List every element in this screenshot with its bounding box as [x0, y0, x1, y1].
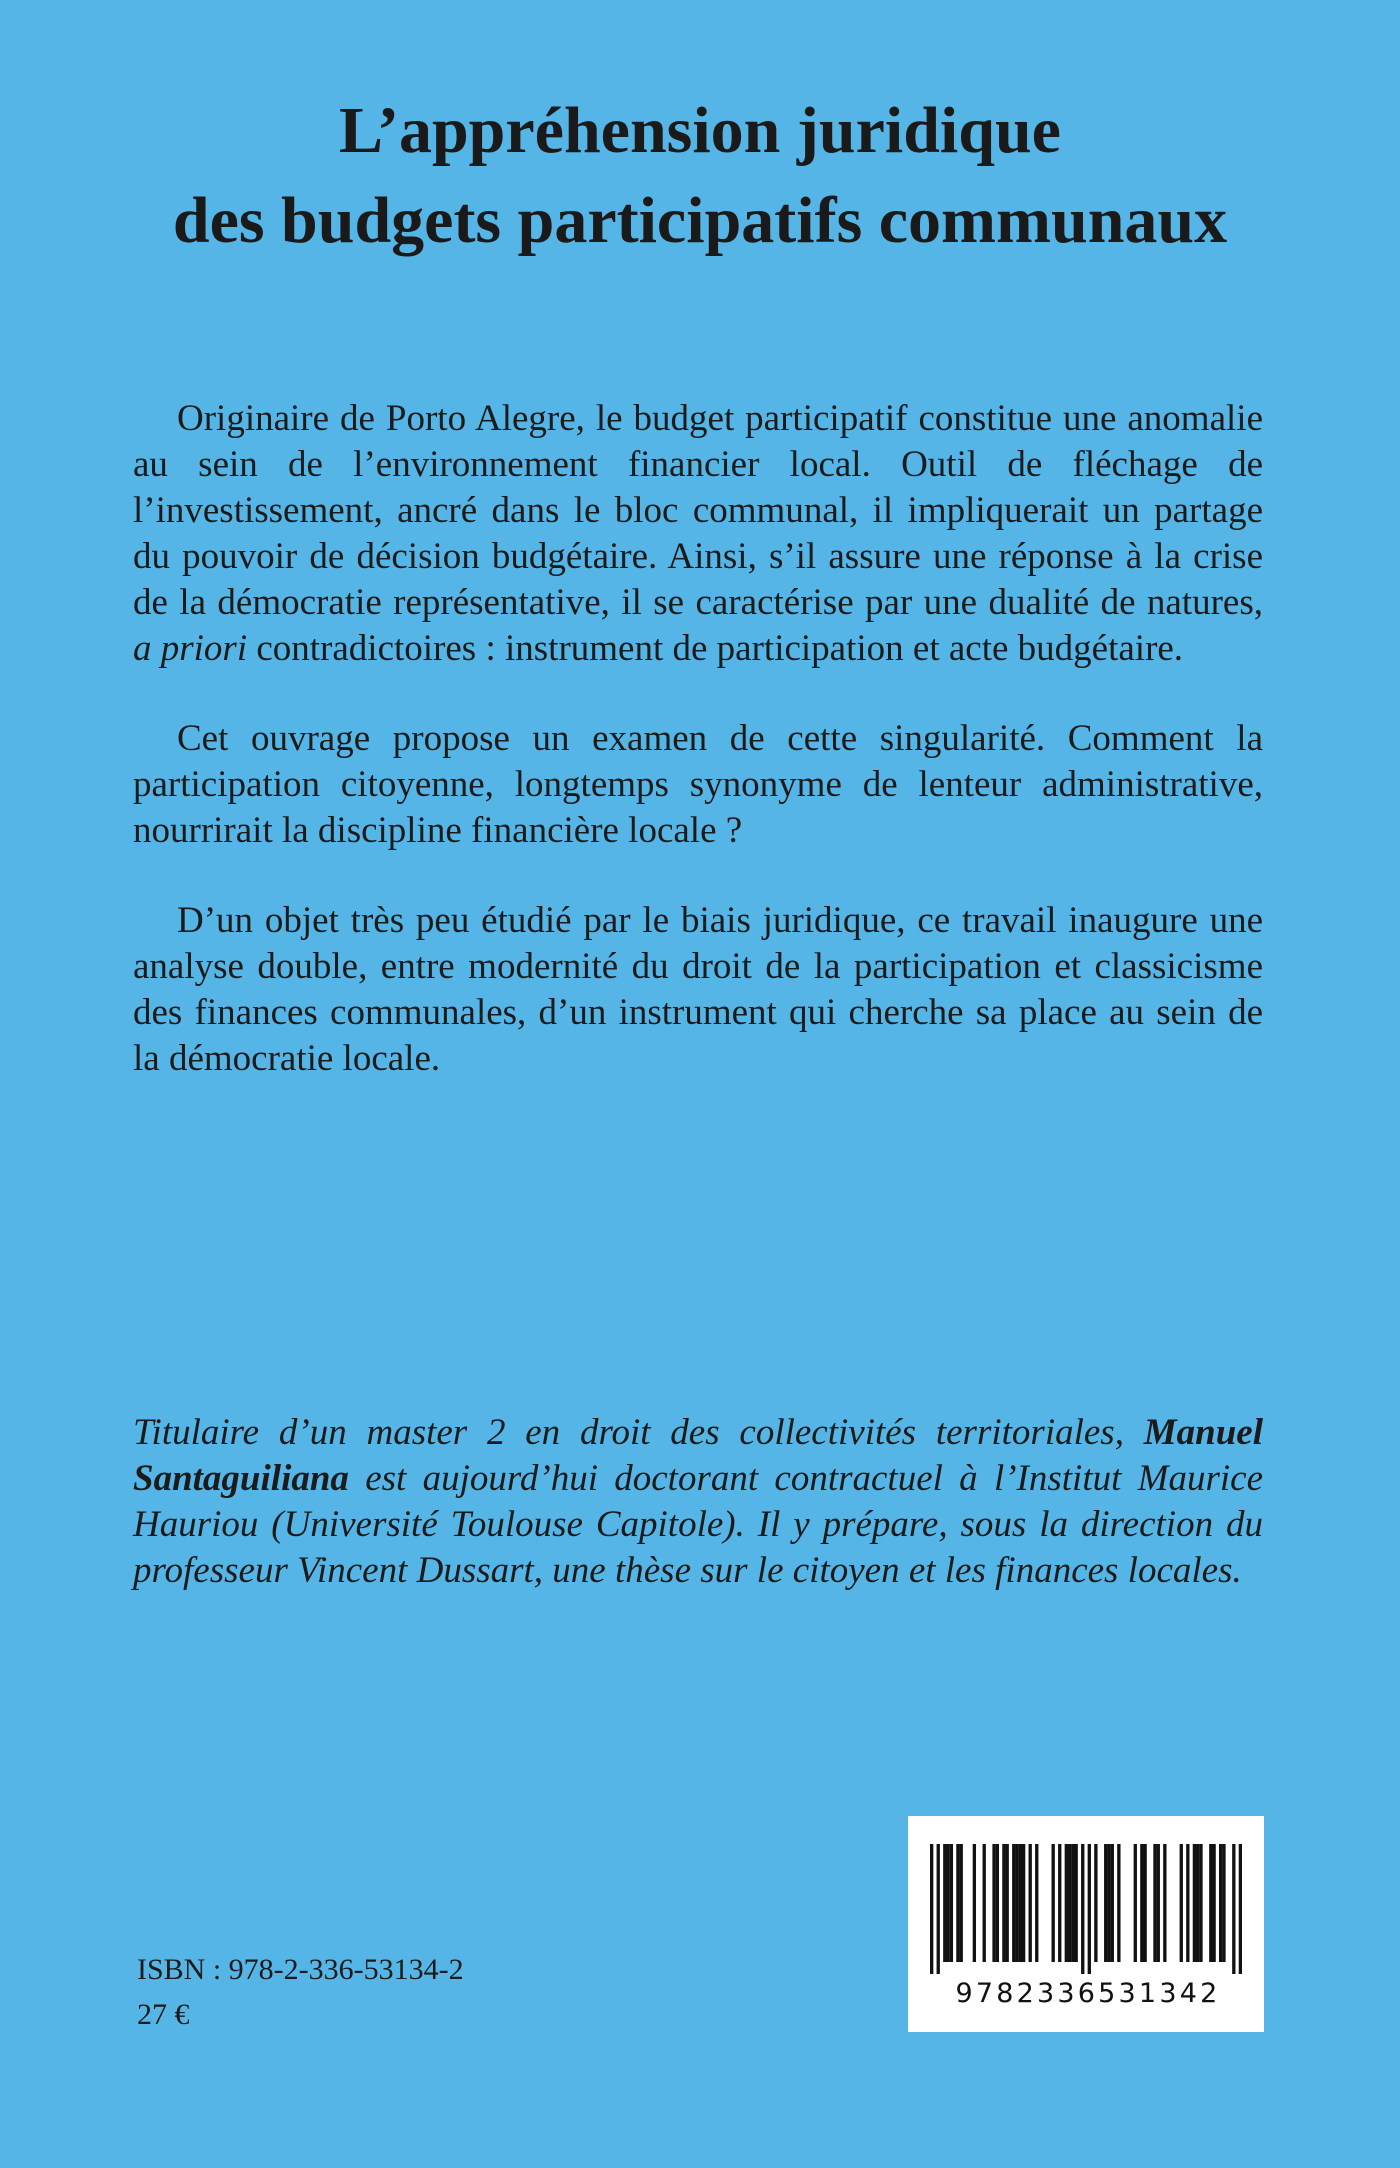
barcode-bar [1117, 1844, 1120, 1962]
barcode-bar [1071, 1844, 1074, 1962]
barcode-bar [1186, 1844, 1189, 1962]
barcode-bar [1006, 1844, 1009, 1962]
barcode-bar [937, 1844, 940, 1974]
barcode-bar [1012, 1844, 1015, 1962]
barcode-bar [1104, 1844, 1107, 1962]
title-line-1: L’appréhension juridique [339, 94, 1061, 167]
barcode-bar [943, 1844, 946, 1962]
barcode-bar [1094, 1844, 1097, 1962]
barcode-bar [1143, 1844, 1146, 1962]
summary-italic-term: a priori [133, 628, 248, 669]
barcode-bar [1075, 1844, 1078, 1962]
barcode-bar [1196, 1844, 1199, 1962]
barcode-bar [983, 1844, 986, 1962]
barcode-bar [1134, 1844, 1137, 1962]
summary-paragraph-3: D’un objet très peu étudié par le biais juridique, ce travail inaugure une analyse double, entre modernité du droit de la participation et classicisme des finances communales, d’un instrument qui cherche sa place au sein de la démocratie locale. [133, 900, 1263, 1079]
barcode-bar [1081, 1844, 1084, 1974]
barcode-bar [1019, 1844, 1022, 1962]
author-bio: Titulaire d’un master 2 en droit des collectivités territoriales, Manuel Santaguiliana est aujourd’hui doctorant contractuel à l’Institut Maurice Hauriou (Université Toulouse Capitole). Il y prépare, sous la direction du professeur Vincent Dussart, une thèse sur le citoyen et les finances locales. [133, 1412, 1263, 1591]
barcode-bar [973, 1844, 976, 1962]
barcode-bar [1140, 1844, 1143, 1962]
barcode-bar [1002, 1844, 1005, 1962]
barcode-bar [1157, 1844, 1160, 1962]
summary-paragraph-1: Originaire de Porto Alegre, le budget participatif constitue une anomalie au sein de l’environnement financier local. Outil de fléchage de l’investissement, ancré dans le bloc communal, il impliquerait un partage du pouvoir de décision budgétaire. Ainsi, s’il assure une réponse à la crise de la démocratie représentative, il se caractérise par une dualité de natures, a priori contradictoires : instrument de participation et acte budgétaire. [133, 398, 1263, 669]
barcode-bar [1219, 1844, 1222, 1962]
book-title [0, 86, 1400, 266]
barcode-bar [1239, 1844, 1242, 1974]
barcode-bar [1209, 1844, 1212, 1962]
barcode-bar [1065, 1844, 1068, 1962]
barcode-bar [1232, 1844, 1235, 1974]
barcode-bar [950, 1844, 953, 1962]
barcode-bar [1088, 1844, 1091, 1974]
barcode-bar [1153, 1844, 1156, 1962]
barcode-bar [996, 1844, 999, 1962]
barcode-bar [956, 1844, 959, 1962]
barcode-bar [1212, 1844, 1215, 1962]
barcode-bar [1052, 1844, 1055, 1962]
barcode-bar [1193, 1844, 1196, 1962]
barcode-digits: 9782336531342 [955, 1978, 1221, 2009]
barcode-bar [1035, 1844, 1038, 1962]
title-line-2: des budgets participatifs communaux [172, 184, 1228, 257]
author-name: Manuel Santaguiliana [133, 1412, 1263, 1499]
barcode-bar [1180, 1844, 1183, 1962]
barcode-bar [992, 1844, 995, 1962]
barcode-bar [1163, 1844, 1166, 1962]
barcode-bar [946, 1844, 949, 1962]
barcode-bar [930, 1844, 933, 1974]
back-cover-summary [133, 396, 1263, 1082]
barcode-bar [1222, 1844, 1225, 1962]
barcode-bars [930, 1844, 1242, 1974]
summary-paragraph-2: Cet ouvrage propose un examen de cette singularité. Comment la participation citoyenne, longtemps synonyme de lenteur administrative, nourrirait la discipline financière locale ? [133, 718, 1263, 851]
barcode-bar [1068, 1844, 1071, 1962]
barcode-bar [1015, 1844, 1018, 1962]
price-label: 27 € [137, 1998, 190, 2031]
barcode-bar [1058, 1844, 1061, 1962]
barcode-bar [1107, 1844, 1110, 1962]
barcode-bar [1111, 1844, 1114, 1962]
barcode-bar [1029, 1844, 1032, 1962]
barcode-bar [1022, 1844, 1025, 1962]
barcode-bar [1199, 1844, 1202, 1962]
isbn-label: ISBN : 978-2-336-53134-2 [137, 1953, 464, 1986]
barcode [908, 1816, 1264, 2032]
barcode-bar [960, 1844, 963, 1962]
